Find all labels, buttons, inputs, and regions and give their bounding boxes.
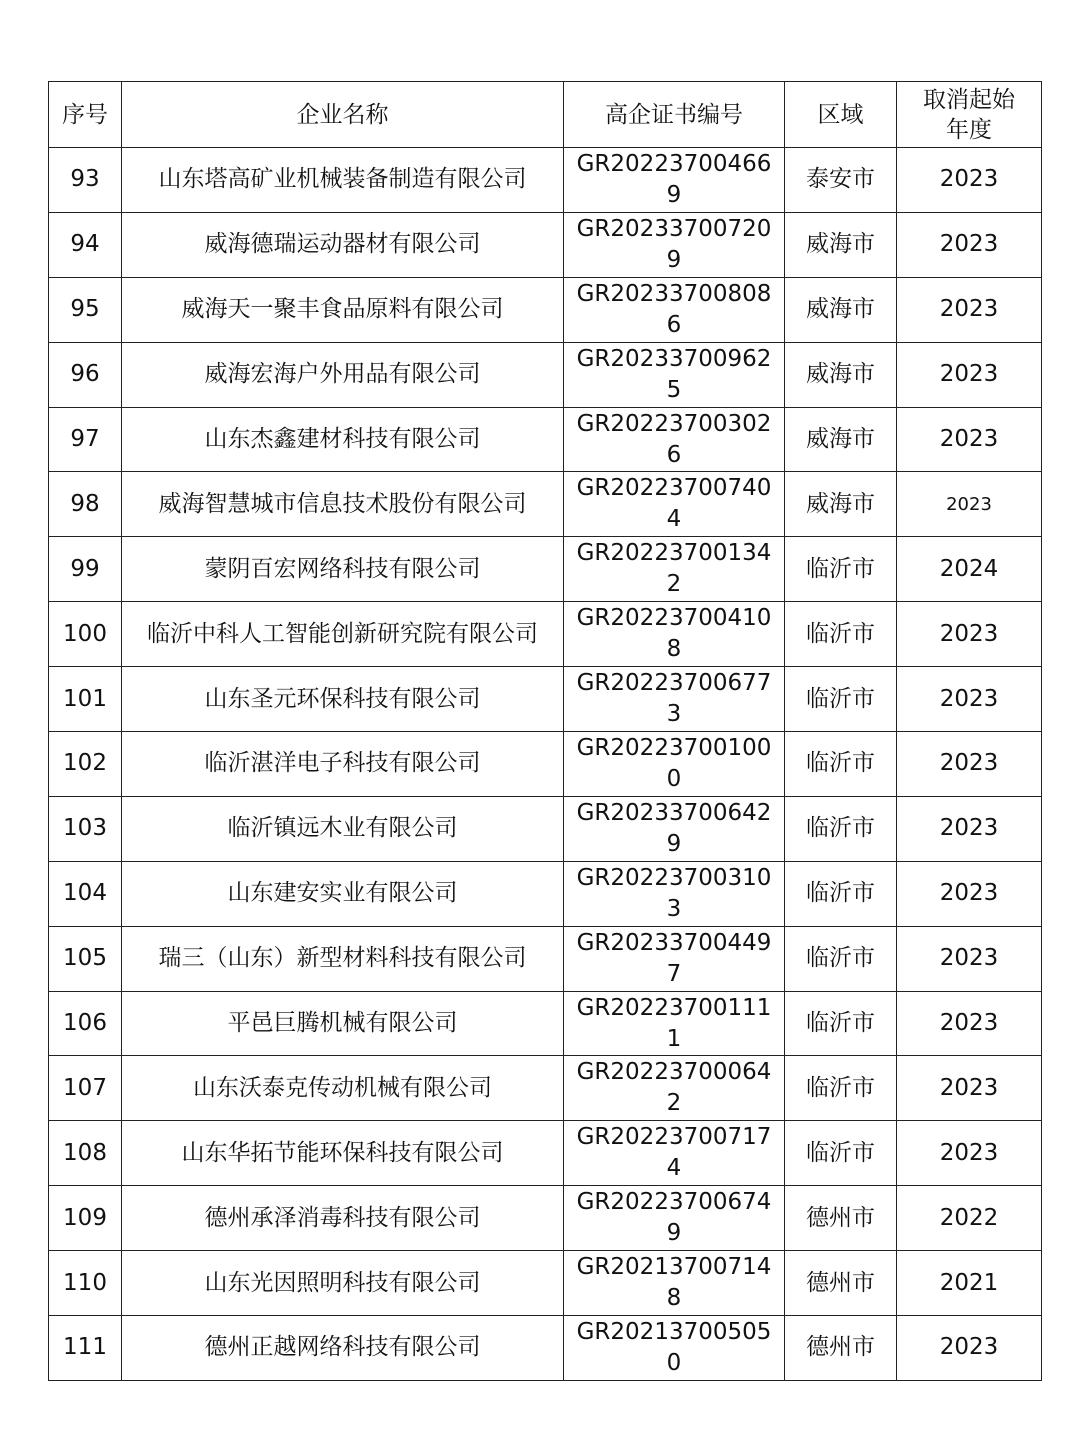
cell-seq: 102: [49, 732, 122, 797]
cell-cert: GR202137005050: [564, 1316, 785, 1381]
cell-year: 2023: [897, 342, 1042, 407]
cell-region: 威海市: [785, 407, 897, 472]
cell-year: 2023: [897, 796, 1042, 861]
cell-year: 2024: [897, 537, 1042, 602]
cell-year: 2023: [897, 472, 1042, 537]
table-row: [49, 732, 1042, 797]
cell-year: 2023: [897, 212, 1042, 277]
table-row: [49, 537, 1042, 602]
cell-name: 山东塔高矿业机械装备制造有限公司: [122, 148, 564, 213]
table-row: [49, 1251, 1042, 1316]
cell-region: 临沂市: [785, 796, 897, 861]
cell-seq: 106: [49, 991, 122, 1056]
cell-cert: GR202237001111: [564, 991, 785, 1056]
table-header: [49, 82, 1042, 148]
cell-cert: GR202237003026: [564, 407, 785, 472]
table-row: [49, 472, 1042, 537]
cell-name: 山东光因照明科技有限公司: [122, 1251, 564, 1316]
table-row: [49, 602, 1042, 667]
cell-name: 山东杰鑫建材科技有限公司: [122, 407, 564, 472]
cell-year: 2023: [897, 732, 1042, 797]
cell-region: 临沂市: [785, 926, 897, 991]
cell-name: 蒙阴百宏网络科技有限公司: [122, 537, 564, 602]
cell-seq: 101: [49, 667, 122, 732]
cell-region: 德州市: [785, 1186, 897, 1251]
cell-name: 临沂镇远木业有限公司: [122, 796, 564, 861]
cell-region: 威海市: [785, 277, 897, 342]
cell-cert: GR202137007148: [564, 1251, 785, 1316]
cell-year: 2023: [897, 926, 1042, 991]
cell-year: 2023: [897, 667, 1042, 732]
cell-seq: 98: [49, 472, 122, 537]
companies-table: [48, 81, 1042, 1381]
cell-region: 临沂市: [785, 667, 897, 732]
cell-seq: 103: [49, 796, 122, 861]
cell-name: 平邑巨腾机械有限公司: [122, 991, 564, 1056]
cell-region: 德州市: [785, 1251, 897, 1316]
cell-seq: 108: [49, 1121, 122, 1186]
cell-year: 2023: [897, 861, 1042, 926]
cell-year: 2021: [897, 1251, 1042, 1316]
cell-name: 山东华拓节能环保科技有限公司: [122, 1121, 564, 1186]
cell-seq: 105: [49, 926, 122, 991]
cell-name: 威海智慧城市信息技术股份有限公司: [122, 472, 564, 537]
cell-year: 2023: [897, 1056, 1042, 1121]
cell-cert: GR202237007404: [564, 472, 785, 537]
cell-cert: GR202237003103: [564, 861, 785, 926]
cell-seq: 96: [49, 342, 122, 407]
table-body: [49, 148, 1042, 1381]
cell-name: 瑞三（山东）新型材料科技有限公司: [122, 926, 564, 991]
cell-cert: GR202237006749: [564, 1186, 785, 1251]
cell-seq: 111: [49, 1316, 122, 1381]
table-row: [49, 1121, 1042, 1186]
cell-cert: GR202237000642: [564, 1056, 785, 1121]
cell-seq: 97: [49, 407, 122, 472]
cell-region: 德州市: [785, 1316, 897, 1381]
cell-seq: 93: [49, 148, 122, 213]
table-row: [49, 148, 1042, 213]
cell-cert: GR202337006429: [564, 796, 785, 861]
cell-region: 临沂市: [785, 1121, 897, 1186]
table-row: [49, 1056, 1042, 1121]
cell-region: 临沂市: [785, 732, 897, 797]
cell-name: 德州承泽消毒科技有限公司: [122, 1186, 564, 1251]
cell-region: 威海市: [785, 342, 897, 407]
header-cert: 高企证书编号: [564, 82, 785, 148]
cell-seq: 110: [49, 1251, 122, 1316]
cell-year: 2023: [897, 407, 1042, 472]
cell-name: 临沂中科人工智能创新研究院有限公司: [122, 602, 564, 667]
cell-region: 临沂市: [785, 861, 897, 926]
cell-name: 山东建安实业有限公司: [122, 861, 564, 926]
cell-region: 泰安市: [785, 148, 897, 213]
cell-region: 临沂市: [785, 1056, 897, 1121]
cell-name: 山东沃泰克传动机械有限公司: [122, 1056, 564, 1121]
cell-year: 2023: [897, 1121, 1042, 1186]
cell-cert: GR202237007174: [564, 1121, 785, 1186]
header-row: [49, 82, 1042, 148]
cell-name: 临沂湛洋电子科技有限公司: [122, 732, 564, 797]
cell-name: 威海天一聚丰食品原料有限公司: [122, 277, 564, 342]
cell-seq: 107: [49, 1056, 122, 1121]
cell-cert: GR202237001342: [564, 537, 785, 602]
cell-seq: 99: [49, 537, 122, 602]
cell-cert: GR202237004669: [564, 148, 785, 213]
cell-name: 德州正越网络科技有限公司: [122, 1316, 564, 1381]
table-row: [49, 667, 1042, 732]
cell-region: 临沂市: [785, 991, 897, 1056]
table-row: [49, 926, 1042, 991]
table-row: [49, 342, 1042, 407]
cell-cert: GR202337008086: [564, 277, 785, 342]
cell-cert: GR202337009625: [564, 342, 785, 407]
table-row: [49, 861, 1042, 926]
cell-seq: 95: [49, 277, 122, 342]
cell-region: 威海市: [785, 212, 897, 277]
cell-name: 威海宏海户外用品有限公司: [122, 342, 564, 407]
cell-region: 临沂市: [785, 602, 897, 667]
cell-seq: 104: [49, 861, 122, 926]
table-row: [49, 796, 1042, 861]
cell-cert: GR202237001000: [564, 732, 785, 797]
table-row: [49, 407, 1042, 472]
table-row: [49, 277, 1042, 342]
cell-year: 2023: [897, 602, 1042, 667]
table-row: [49, 1316, 1042, 1381]
header-year: 取消起始年度: [897, 82, 1042, 148]
table-row: [49, 1186, 1042, 1251]
cell-name: 威海德瑞运动器材有限公司: [122, 212, 564, 277]
cell-cert: GR202237006773: [564, 667, 785, 732]
table-row: [49, 991, 1042, 1056]
header-region: 区域: [785, 82, 897, 148]
cell-name: 山东圣元环保科技有限公司: [122, 667, 564, 732]
cell-seq: 100: [49, 602, 122, 667]
cell-year: 2022: [897, 1186, 1042, 1251]
header-seq: 序号: [49, 82, 122, 148]
cell-cert: GR202237004108: [564, 602, 785, 667]
cell-year: 2023: [897, 277, 1042, 342]
cell-year: 2023: [897, 148, 1042, 213]
cell-seq: 94: [49, 212, 122, 277]
cell-region: 临沂市: [785, 537, 897, 602]
cell-year: 2023: [897, 1316, 1042, 1381]
cell-year: 2023: [897, 991, 1042, 1056]
cell-cert: GR202337004497: [564, 926, 785, 991]
cell-region: 威海市: [785, 472, 897, 537]
header-name: 企业名称: [122, 82, 564, 148]
cell-seq: 109: [49, 1186, 122, 1251]
cell-cert: GR202337007209: [564, 212, 785, 277]
table-row: [49, 212, 1042, 277]
